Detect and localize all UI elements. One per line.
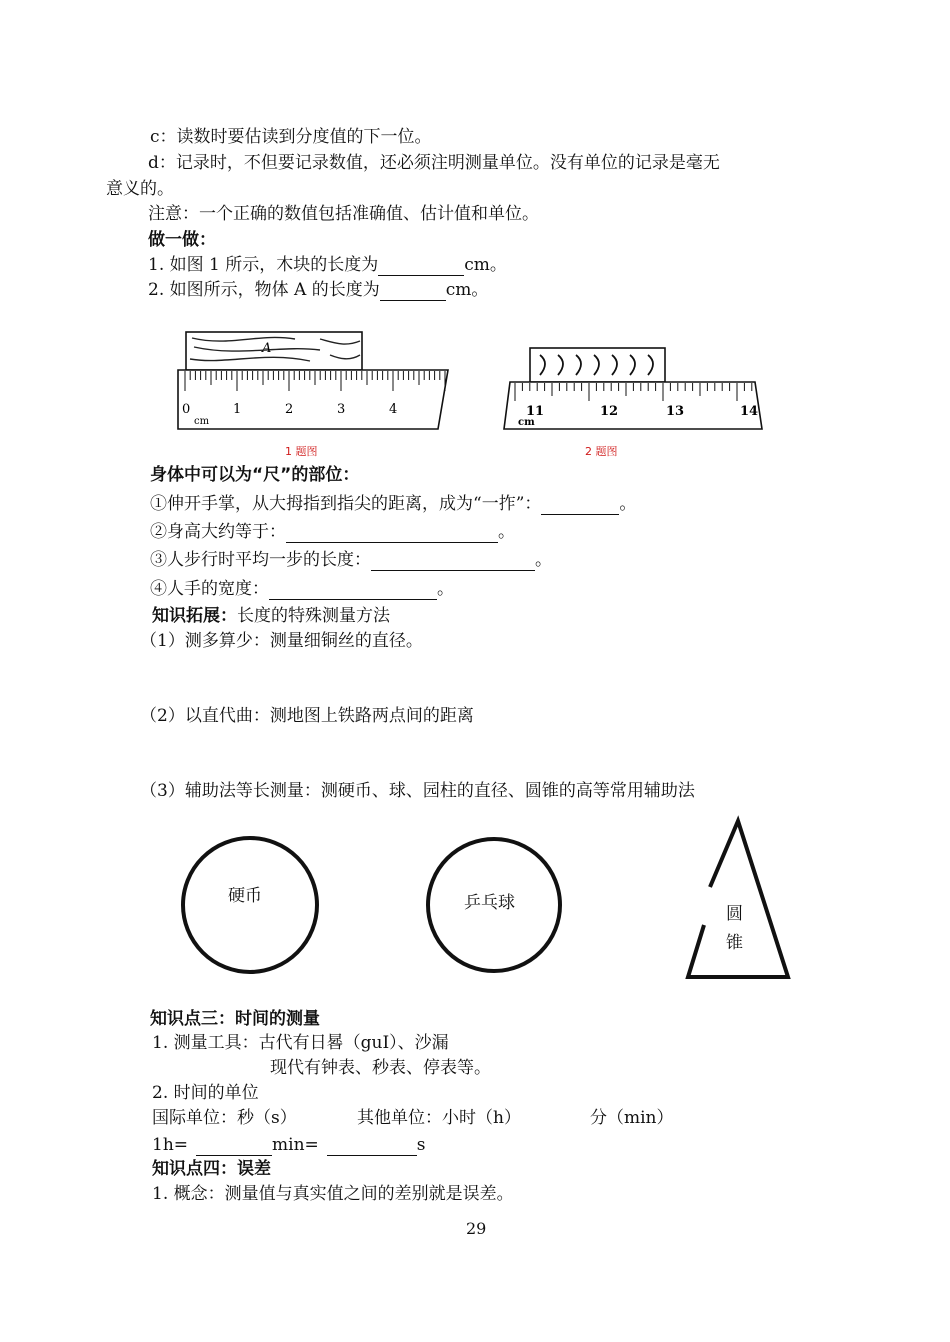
ruler-unit: cm: [194, 416, 210, 427]
body-item-1-end: 。: [619, 494, 637, 514]
body-item-2-text: ②身高大约等于：: [150, 522, 286, 542]
figure-2-ruler: [500, 345, 765, 435]
conversion-blank-min[interactable]: [196, 1137, 272, 1156]
body-item-1-text: ①伸开手掌，从大拇指到指尖的距离，成为“一拃”：: [150, 494, 542, 514]
ruler-body: [178, 370, 448, 429]
body-ruler-heading: 身体中可以为“尺”的部位：: [150, 465, 360, 485]
body-item-4-text: ④人手的宽度：: [150, 579, 269, 599]
cone-label-1: 圆: [726, 904, 743, 924]
time-intl-unit: 国际单位：秒（s）: [152, 1108, 297, 1128]
ruler2-number-14: 14: [740, 404, 759, 419]
ruler-number-0: 0: [182, 402, 191, 417]
body-blank-1[interactable]: [541, 496, 619, 515]
figure-2-caption: 2 题图: [585, 445, 618, 458]
practice-heading: 做一做：: [148, 230, 216, 250]
error-concept: 1. 概念：测量值与真实值之间的差别就是误差。: [152, 1184, 514, 1204]
extension-heading-rest: 长度的特殊测量方法: [237, 606, 390, 626]
reading-note: 注意：一个正确的数值包括准确值、估计值和单位。: [148, 204, 539, 224]
question-2-unit: cm。: [445, 280, 489, 300]
question-1-text: 1. 如图 1 所示，木块的长度为: [148, 255, 379, 275]
ruler-number-2: 2: [285, 402, 294, 417]
question-1: [148, 254, 507, 276]
answer-blank-2[interactable]: [380, 282, 446, 301]
extension-heading-bold: 知识拓展：: [152, 606, 237, 626]
cone-label-2: 锥: [726, 933, 743, 953]
body-item-2-end: 。: [498, 522, 515, 542]
conversion-sec: s: [416, 1135, 426, 1155]
error-heading: 知识点四：误差: [152, 1159, 271, 1179]
reading-rule-d-cont: 意义的。: [106, 179, 174, 199]
object-block: [530, 348, 665, 382]
reading-rule-d: d：记录时，不但要记录数值，还必须注明测量单位。没有单位的记录是毫无: [148, 153, 720, 173]
reading-rule-c: c：读数时要估读到分度值的下一位。: [150, 127, 432, 147]
method-1: （1）测多算少：测量细铜丝的直径。: [140, 631, 423, 651]
time-conversion: [152, 1134, 426, 1156]
body-blank-4[interactable]: [269, 581, 437, 600]
time-units-heading: 2. 时间的单位: [152, 1083, 259, 1103]
ruler2-number-11: 11: [526, 404, 545, 419]
body-item-3: [150, 549, 552, 571]
body-item-3-text: ③人步行时平均一步的长度：: [150, 550, 371, 570]
question-2-text: 2. 如图所示，物体 A 的长度为: [148, 280, 380, 300]
body-item-3-end: 。: [535, 550, 552, 570]
ruler2-number-12: 12: [600, 404, 619, 419]
conversion-hour: 1h=: [152, 1135, 189, 1155]
block-label-a: A: [262, 341, 272, 356]
conversion-blank-sec[interactable]: [327, 1137, 417, 1156]
pingpong-label: 乒乓球: [464, 893, 515, 913]
ruler2-unit: cm: [518, 417, 535, 428]
time-tools-modern: 现代有钟表、秒表、停表等。: [270, 1058, 491, 1078]
question-1-unit: cm。: [464, 255, 507, 275]
body-item-2: [150, 521, 515, 543]
time-other-unit: 其他单位：小时（h）: [357, 1108, 521, 1128]
answer-blank-1[interactable]: [378, 257, 464, 276]
body-item-4: [150, 578, 454, 600]
extension-heading: [152, 605, 390, 627]
question-2: [148, 279, 488, 301]
figure-1-ruler: [170, 325, 460, 435]
method-3: （3）辅助法等长测量：测硬币、球、园柱的直径、圆锥的高等常用辅助法: [140, 781, 695, 801]
body-blank-2[interactable]: [286, 524, 498, 543]
page-number: 29: [466, 1219, 487, 1238]
figure-1-caption: 1 题图: [285, 445, 318, 458]
coin-label: 硬币: [228, 886, 262, 906]
body-item-1: [150, 493, 636, 515]
time-heading: 知识点三：时间的测量: [150, 1009, 320, 1029]
cone-triangle: [682, 815, 797, 985]
body-blank-3[interactable]: [371, 552, 535, 571]
conversion-min: min=: [272, 1135, 319, 1155]
ruler-number-4: 4: [389, 402, 398, 417]
ruler2-number-13: 13: [666, 404, 685, 419]
ruler-number-1: 1: [233, 402, 242, 417]
time-minute-unit: 分（min）: [590, 1108, 674, 1128]
body-item-4-end: 。: [437, 579, 454, 599]
method-2: （2）以直代曲：测地图上铁路两点间的距离: [140, 706, 474, 726]
ruler-number-3: 3: [337, 402, 346, 417]
time-tools: 1. 测量工具：古代有日晷（guI）、沙漏: [152, 1033, 449, 1053]
